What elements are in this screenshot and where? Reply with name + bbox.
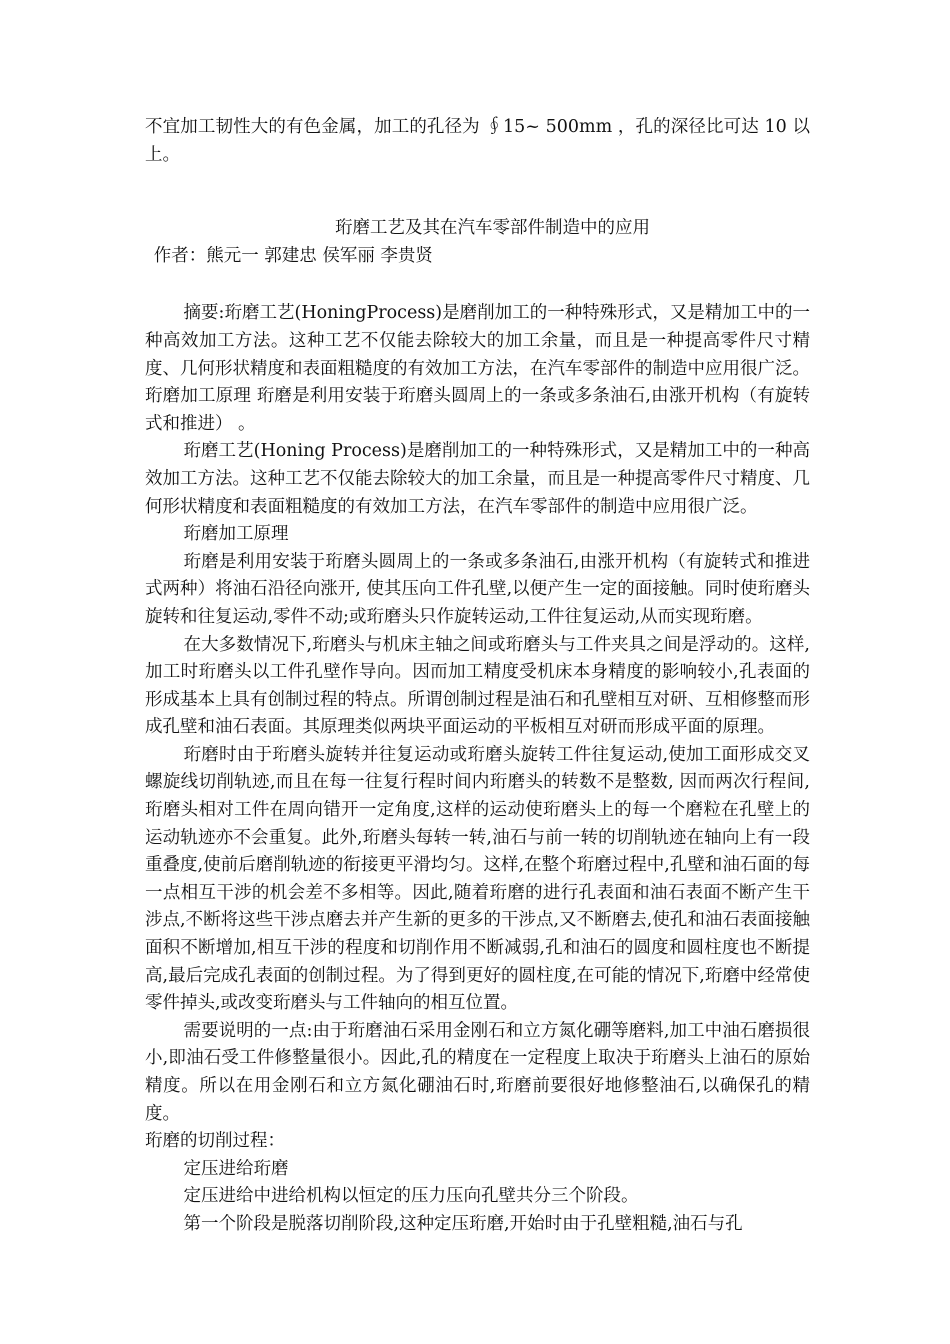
body-paragraph: 在大多数情况下,珩磨头与机床主轴之间或珩磨头与工件夹具之间是浮动的。这样,加工时珩磨头以工件孔壁作导向。因而加工精度受机床本身精度的影响较小,孔表面的形成基本上具有创制过程的特点。所谓创制过程是油石和孔壁相互对研、互相修整而形成孔壁和油石表面。其原理类似两块平面运动的平板相互对研而形成平面的原理。 — [145, 634, 810, 738]
body-paragraph: 珩磨工艺(Honing Process)是磨削加工的一种特殊形式，又是精加工中的一种高效加工方法。这种工艺不仅能去除较大的加工余量，而且是一种提高零件尺寸精度、几何形状精度和表面粗糙度的有效加工方法，在汽车零部件的制造中应用很广泛。 — [145, 441, 810, 517]
body-paragraph: 第一个阶段是脱落切削阶段,这种定压珩磨,开始时由于孔壁粗糙,油石与孔 — [183, 1213, 743, 1234]
subheading-constant-pressure: 定压进给珩磨 — [183, 1158, 289, 1179]
abstract-paragraph: 摘要:珩磨工艺(HoningProcess)是磨削加工的一种特殊形式，又是精加工中的一种高效加工方法。这种工艺不仅能去除较大的加工余量，而且是一种提高零件尺寸精度、几何形状精度和表面粗糙度的有效加工方法，在汽车零部件的制造中应用很广泛。 珩磨加工原理 珩磨是利用安装于珩磨头圆周上的一条或多条油石,由涨开机构（有旋转式和推进） 。 — [145, 303, 810, 434]
author-line: 作者：熊元一 郭建忠 侯军丽 李贵贤 — [153, 245, 433, 266]
body-paragraph: 珩磨时由于珩磨头旋转并往复运动或珩磨头旋转工件往复运动,使加工面形成交叉螺旋线切削轨迹,而且在每一往复行程时间内珩磨头的转数不是整数, 因而两次行程间,珩磨头相对工件在周向错开一定角度,这样的运动使珩磨头上的每一个磨粒在孔壁上的运动轨迹亦不会重复。此外,珩磨头每转一转,油石与前一转的切削轨迹在轴向上有一段重叠度,使前后磨削轨迹的衔接更平滑均匀。这样,在整个珩磨过程中,孔壁和油石面的每一点相互干涉的机会差不多相等。因此,随着珩磨的进行孔表面和油石表面不断产生干涉点,不断将这些干涉点磨去并产生新的更多的干涉点,又不断磨去,使孔和油石表面接触面积不断增加,相互干涉的程度和切削作用不断减弱,孔和油石的圆度和圆柱度也不断提高,最后完成孔表面的创制过程。为了得到更好的圆柱度,在可能的情况下,珩磨中经常使零件掉头,或改变珩磨头与工件轴向的相互位置。 — [145, 744, 810, 1014]
spacer — [145, 270, 810, 300]
subheading-principle: 珩磨加工原理 — [183, 524, 289, 545]
body-paragraph: 需要说明的一点:由于珩磨油石采用金刚石和立方氮化硼等磨料,加工中油石磨损很小,即油石受工件修整量很小。因此,孔的精度在一定程度上取决于珩磨头上油石的原始精度。所以在用金刚石和立方氮化硼油石时,珩磨前要很好地修整油石,以确保孔的精度。 — [145, 1020, 810, 1124]
document-page — [145, 114, 810, 1239]
body-paragraph: 珩磨是利用安装于珩磨头圆周上的一条或多条油石,由涨开机构（有旋转式和推进式两种）将油石沿径向涨开, 使其压向工件孔壁,以便产生一定的面接触。同时使珩磨头旋转和往复运动,零件不动;或珩磨头只作旋转运动,工件往复运动,从而实现珩磨。 — [145, 551, 810, 627]
body-paragraph: 定压进给中进给机构以恒定的压力压向孔壁共分三个阶段。 — [183, 1186, 639, 1207]
section-heading: 珩磨的切削过程： — [145, 1131, 285, 1152]
article-title: 珩磨工艺及其在汽车零部件制造中的应用 — [335, 218, 650, 239]
intro-paragraph: 不宜加工韧性大的有色金属，加工的孔径为 ∮15~ 500mm ，孔的深径比可达 10 以上。 — [145, 117, 810, 165]
